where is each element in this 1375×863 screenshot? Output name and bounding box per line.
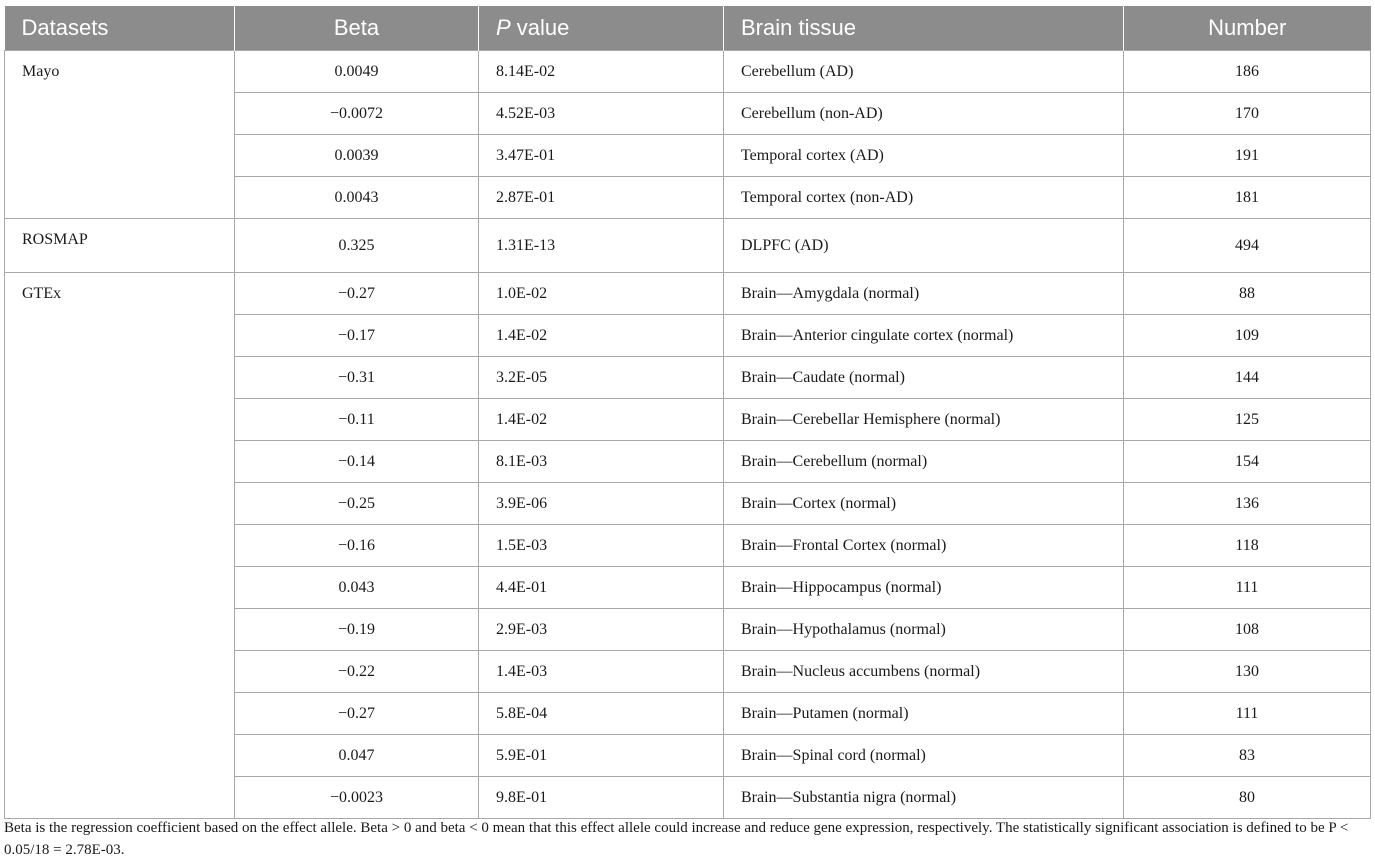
number-cell: 181 — [1124, 177, 1371, 219]
p-value-cell: 1.4E-02 — [479, 399, 724, 441]
beta-cell: −0.19 — [235, 609, 479, 651]
brain-tissue-cell: Temporal cortex (non-AD) — [724, 177, 1124, 219]
header-number: Number — [1124, 6, 1371, 51]
p-value-cell: 2.9E-03 — [479, 609, 724, 651]
beta-cell: −0.17 — [235, 315, 479, 357]
brain-tissue-cell: Brain—Cerebellar Hemisphere (normal) — [724, 399, 1124, 441]
brain-tissue-cell: Brain—Putamen (normal) — [724, 693, 1124, 735]
beta-cell: 0.043 — [235, 567, 479, 609]
p-value-cell: 4.52E-03 — [479, 93, 724, 135]
brain-tissue-cell: Brain—Cortex (normal) — [724, 483, 1124, 525]
brain-tissue-cell: Brain—Hippocampus (normal) — [724, 567, 1124, 609]
header-p-value — [479, 6, 724, 51]
beta-cell: 0.0049 — [235, 51, 479, 93]
p-value-cell: 3.2E-05 — [479, 357, 724, 399]
beta-cell: −0.0072 — [235, 93, 479, 135]
beta-cell: −0.14 — [235, 441, 479, 483]
p-value-cell: 8.14E-02 — [479, 51, 724, 93]
p-value-cell: 4.4E-01 — [479, 567, 724, 609]
p-value-cell: 3.47E-01 — [479, 135, 724, 177]
header-p-rest: value — [510, 15, 570, 40]
number-cell: 83 — [1124, 735, 1371, 777]
brain-tissue-cell: Brain—Substantia nigra (normal) — [724, 777, 1124, 819]
dataset-cell: GTEx — [5, 273, 235, 819]
number-cell: 144 — [1124, 357, 1371, 399]
number-cell: 186 — [1124, 51, 1371, 93]
beta-cell: 0.047 — [235, 735, 479, 777]
brain-tissue-cell: Brain—Cerebellum (normal) — [724, 441, 1124, 483]
brain-tissue-cell: Brain—Amygdala (normal) — [724, 273, 1124, 315]
number-cell: 118 — [1124, 525, 1371, 567]
brain-tissue-cell: Brain—Caudate (normal) — [724, 357, 1124, 399]
number-cell: 191 — [1124, 135, 1371, 177]
beta-cell: −0.0023 — [235, 777, 479, 819]
beta-cell: 0.0039 — [235, 135, 479, 177]
number-cell: 111 — [1124, 567, 1371, 609]
beta-cell: 0.325 — [235, 219, 479, 273]
p-value-cell: 1.4E-02 — [479, 315, 724, 357]
header-brain-tissue: Brain tissue — [724, 6, 1124, 51]
data-table — [4, 6, 1371, 819]
header-datasets: Datasets — [5, 6, 235, 51]
number-cell: 125 — [1124, 399, 1371, 441]
p-value-cell: 5.8E-04 — [479, 693, 724, 735]
beta-cell: −0.25 — [235, 483, 479, 525]
header-row — [5, 6, 1371, 51]
beta-cell: −0.27 — [235, 273, 479, 315]
p-value-cell: 8.1E-03 — [479, 441, 724, 483]
beta-cell: −0.11 — [235, 399, 479, 441]
header-p-italic: P — [496, 15, 511, 40]
number-cell: 80 — [1124, 777, 1371, 819]
number-cell: 494 — [1124, 219, 1371, 273]
table-row — [5, 273, 1371, 315]
brain-tissue-cell: Cerebellum (AD) — [724, 51, 1124, 93]
p-value-cell: 1.5E-03 — [479, 525, 724, 567]
p-value-cell: 1.31E-13 — [479, 219, 724, 273]
header-beta: Beta — [235, 6, 479, 51]
brain-tissue-cell: Brain—Spinal cord (normal) — [724, 735, 1124, 777]
p-value-cell: 5.9E-01 — [479, 735, 724, 777]
table-row — [5, 219, 1371, 273]
brain-tissue-cell: Brain—Hypothalamus (normal) — [724, 609, 1124, 651]
brain-tissue-cell: Brain—Anterior cingulate cortex (normal) — [724, 315, 1124, 357]
dataset-cell: Mayo — [5, 51, 235, 219]
beta-cell: −0.31 — [235, 357, 479, 399]
brain-tissue-cell: DLPFC (AD) — [724, 219, 1124, 273]
table-body — [5, 51, 1371, 819]
dataset-cell: ROSMAP — [5, 219, 235, 273]
beta-cell: 0.0043 — [235, 177, 479, 219]
p-value-cell: 1.0E-02 — [479, 273, 724, 315]
beta-cell: −0.22 — [235, 651, 479, 693]
table-row — [5, 51, 1371, 93]
brain-tissue-cell: Cerebellum (non-AD) — [724, 93, 1124, 135]
p-value-cell: 2.87E-01 — [479, 177, 724, 219]
number-cell: 130 — [1124, 651, 1371, 693]
brain-tissue-cell: Brain—Frontal Cortex (normal) — [724, 525, 1124, 567]
number-cell: 109 — [1124, 315, 1371, 357]
number-cell: 111 — [1124, 693, 1371, 735]
number-cell: 170 — [1124, 93, 1371, 135]
brain-tissue-cell: Brain—Nucleus accumbens (normal) — [724, 651, 1124, 693]
number-cell: 136 — [1124, 483, 1371, 525]
p-value-cell: 1.4E-03 — [479, 651, 724, 693]
table-footnote: Beta is the regression coefficient based on the effect allele. Beta > 0 and beta < 0 mean that this effect allele could increase and reduce gene expression, respectively. The statistically significant association is defined to be P < 0.05/18 = 2.78E-03. — [4, 820, 1349, 858]
p-value-cell: 3.9E-06 — [479, 483, 724, 525]
beta-cell: −0.27 — [235, 693, 479, 735]
number-cell: 108 — [1124, 609, 1371, 651]
brain-tissue-cell: Temporal cortex (AD) — [724, 135, 1124, 177]
number-cell: 154 — [1124, 441, 1371, 483]
beta-cell: −0.16 — [235, 525, 479, 567]
p-value-cell: 9.8E-01 — [479, 777, 724, 819]
number-cell: 88 — [1124, 273, 1371, 315]
